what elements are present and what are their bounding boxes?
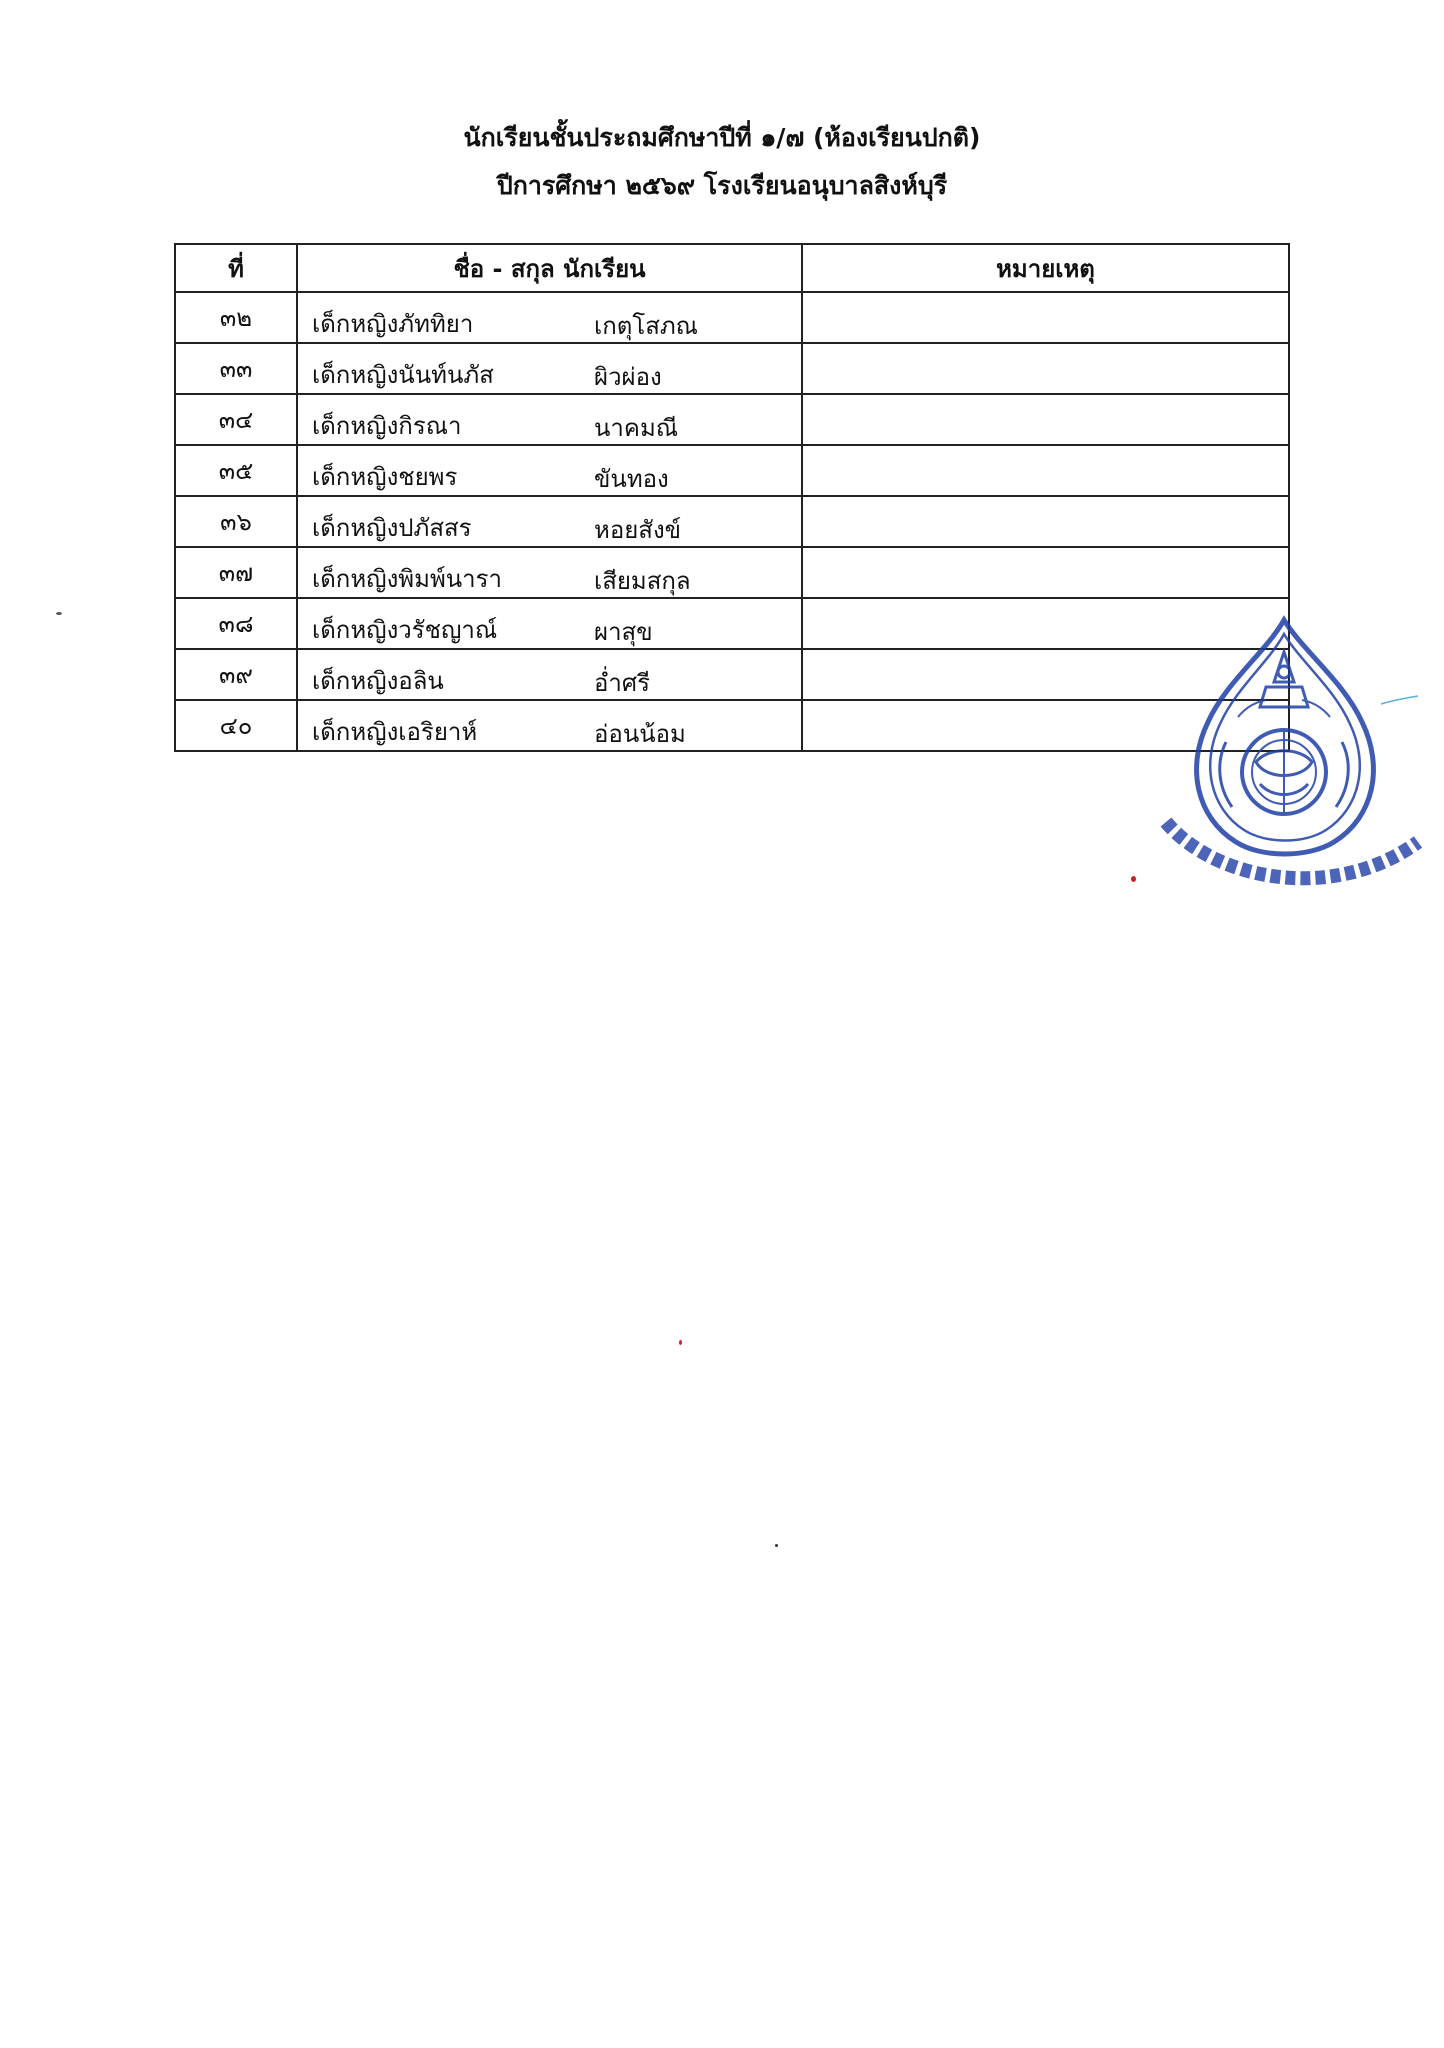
document-title: นักเรียนชั้นประถมศึกษาปีที่ ๑/๗ (ห้องเรียนปกติ) [463, 123, 981, 152]
student-number: ๓๘ [175, 598, 297, 649]
student-last-name: เสียมสกุล [594, 567, 691, 595]
table-row [175, 445, 1289, 496]
table-row [175, 700, 1289, 751]
student-name-cell [297, 700, 802, 751]
student-number: ๓๔ [175, 394, 297, 445]
student-number: ๓๗ [175, 547, 297, 598]
student-last-name: ผิวผ่อง [594, 363, 662, 391]
student-last-name: ผาสุข [594, 618, 653, 646]
student-name-cell [297, 394, 802, 445]
student-first-name: เด็กหญิงพิมพ์นารา [312, 565, 503, 593]
scan-speck [679, 1340, 682, 1345]
student-name-cell [297, 292, 802, 343]
student-name-cell [297, 343, 802, 394]
scan-speck [1131, 876, 1136, 882]
document-subtitle: ปีการศึกษา ๒๕๖๙ โรงเรียนอนุบาลสิงห์บุรี [496, 171, 948, 200]
student-name-cell [297, 547, 802, 598]
school-seal-stamp [1156, 612, 1426, 912]
student-name-cell [297, 496, 802, 547]
student-first-name: เด็กหญิงวรัชญาณ์ [312, 616, 498, 644]
student-number: ๔๐ [175, 700, 297, 751]
student-note [802, 343, 1289, 394]
table-row [175, 394, 1289, 445]
table-row [175, 292, 1289, 343]
student-first-name: เด็กหญิงเอริยาห์ [312, 718, 478, 746]
student-note [802, 445, 1289, 496]
table-row [175, 547, 1289, 598]
table-row [175, 649, 1289, 700]
student-number: ๓๕ [175, 445, 297, 496]
scan-speck [775, 1544, 778, 1547]
table-row [175, 496, 1289, 547]
student-first-name: เด็กหญิงปภัสสร [312, 514, 472, 542]
student-last-name: ขันทอง [594, 465, 669, 493]
student-last-name: นาคมณี [594, 414, 679, 442]
student-note [802, 496, 1289, 547]
student-number: ๓๓ [175, 343, 297, 394]
student-note [802, 547, 1289, 598]
student-name-cell [297, 649, 802, 700]
student-note [802, 292, 1289, 343]
student-last-name: อ่ำศรี [594, 669, 651, 697]
student-first-name: เด็กหญิงชยพร [312, 463, 458, 491]
student-number: ๓๒ [175, 292, 297, 343]
table-row [175, 343, 1289, 394]
student-first-name: เด็กหญิงกิรณา [312, 412, 462, 440]
student-number: ๓๙ [175, 649, 297, 700]
student-last-name: เกตุโสภณ [594, 312, 698, 340]
student-first-name: เด็กหญิงนันท์นภัส [312, 361, 494, 389]
student-number: ๓๖ [175, 496, 297, 547]
student-last-name: อ่อนน้อม [594, 720, 686, 748]
student-name-cell [297, 445, 802, 496]
column-header-number: ที่ [175, 244, 297, 292]
student-first-name: เด็กหญิงอลิน [312, 667, 444, 695]
column-header-note: หมายเหตุ [802, 244, 1289, 292]
student-roster-table [174, 243, 1290, 752]
scan-speck [56, 612, 62, 615]
column-header-name: ชื่อ - สกุล นักเรียน [297, 244, 802, 292]
student-note [802, 394, 1289, 445]
table-row [175, 598, 1289, 649]
student-name-cell [297, 598, 802, 649]
student-first-name: เด็กหญิงภัททิยา [312, 310, 474, 338]
student-last-name: หอยสังข์ [594, 516, 682, 544]
table-header-row [175, 244, 1289, 292]
